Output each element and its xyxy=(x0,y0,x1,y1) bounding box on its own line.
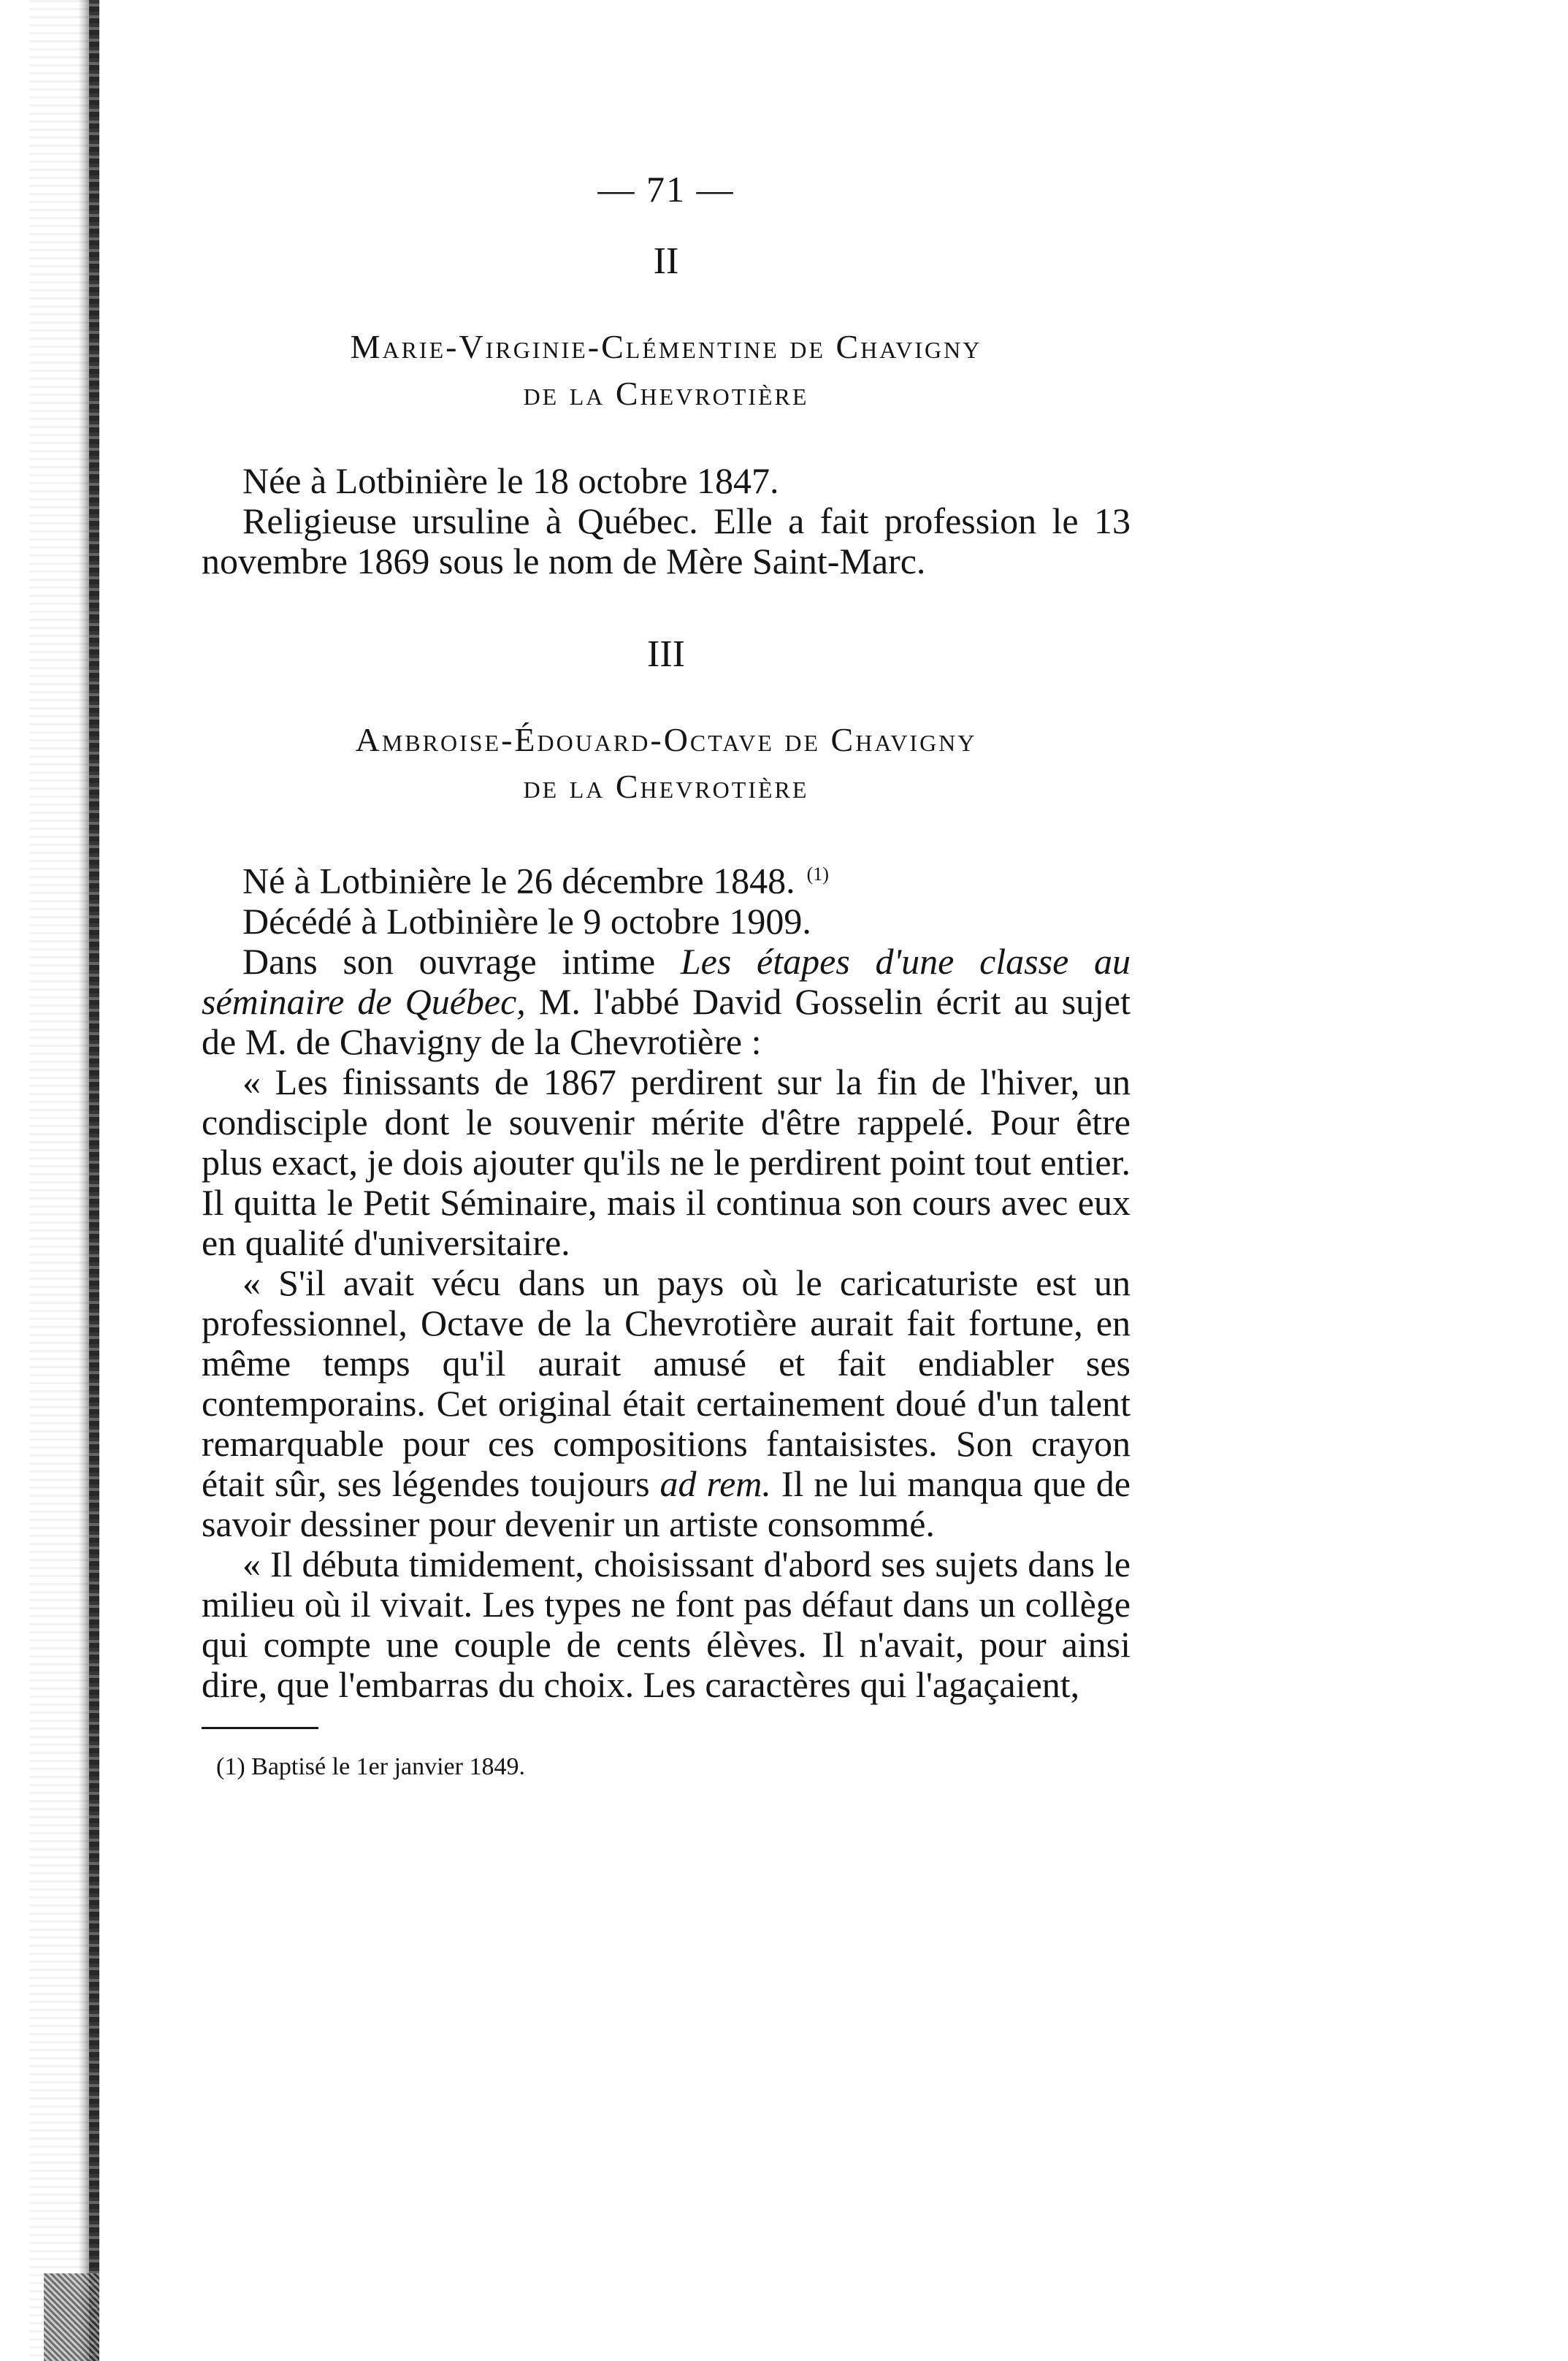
paragraph: Religieuse ursuline à Québec. Elle a fait profession le 13 novembre 1869 sous le nom de Mère Saint-Marc. xyxy=(202,500,1131,581)
paragraph: Née à Lotbinière le 18 octobre 1847. xyxy=(242,460,779,501)
footnote-marker: (1) xyxy=(806,863,829,885)
text-run: Il ne lui manqua que de savoir dessiner pour devenir un artiste consommé. xyxy=(202,1462,1131,1544)
section-numeral: III xyxy=(647,633,685,675)
page-number: — 71 — xyxy=(597,169,735,210)
footnote-rule xyxy=(202,1727,318,1729)
page xyxy=(202,168,1131,1783)
paragraph: Décédé à Lotbinière le 9 octobre 1909. xyxy=(242,900,811,942)
heading-line: Marie-Virginie-Clémentine de Chavigny xyxy=(350,328,982,365)
text-run: Dans son ouvrage intime xyxy=(242,940,681,982)
birth-text: Né à Lotbinière le 26 décembre 1848. xyxy=(242,860,795,901)
heading-line: Ambroise-Édouard-Octave de Chavigny xyxy=(355,721,977,758)
latin-phrase: ad rem. xyxy=(659,1462,771,1504)
heading-line: de la Chevrotière xyxy=(523,375,809,412)
paragraph xyxy=(202,854,1131,901)
footnote: (1) Baptisé le 1er janvier 1849. xyxy=(216,1752,525,1780)
paragraph xyxy=(202,942,1131,1062)
binding-edge-foot xyxy=(44,2273,99,2361)
section-numeral: II xyxy=(653,240,679,282)
section-iii xyxy=(202,633,1131,1705)
binding-edge xyxy=(29,0,99,2361)
section-heading xyxy=(202,717,1131,810)
text-run: M. l'abbé David Gosselin écrit au sujet de M. de Chavigny de la Chevrotière : xyxy=(202,980,1131,1062)
section-ii xyxy=(202,240,1131,581)
heading-line: de la Chevrotière xyxy=(523,768,809,805)
paragraph: « Les finissants de 1867 perdirent sur la fin de l'hiver, un condisciple dont le souvenir mérite d'être rappelé. Pour être plus exact, je dois ajouter qu'ils ne le perdirent point tout entier. Il quitta le Petit Séminaire, mais il continua son cours avec eux en qualité d'universitaire. xyxy=(202,1061,1131,1263)
paragraph: « Il débuta timidement, choisissant d'abord ses sujets dans le milieu où il vivait. Les types ne font pas défaut dans un collège qui compte une couple de cents élèves. Il n'avait, pour ainsi dire, que l'embarras du choix. Les caractères qui l'agaçaient, xyxy=(202,1543,1131,1705)
paragraph xyxy=(202,1263,1131,1544)
book-title: Les étapes d'une classe au séminaire de Québec, xyxy=(202,940,1131,1022)
text-run: « S'il avait vécu dans un pays où le caricaturiste est un professionnel, Octave de la Chevrotière aurait fait fortune, en même temps qu'il aurait amusé et fait endiabler ses contemporains. Cet original était certainement doué d'un talent remarquable pour ces compositions fantaisistes. Son crayon était sûr, ses légendes toujours xyxy=(202,1262,1131,1504)
section-heading xyxy=(202,324,1131,417)
